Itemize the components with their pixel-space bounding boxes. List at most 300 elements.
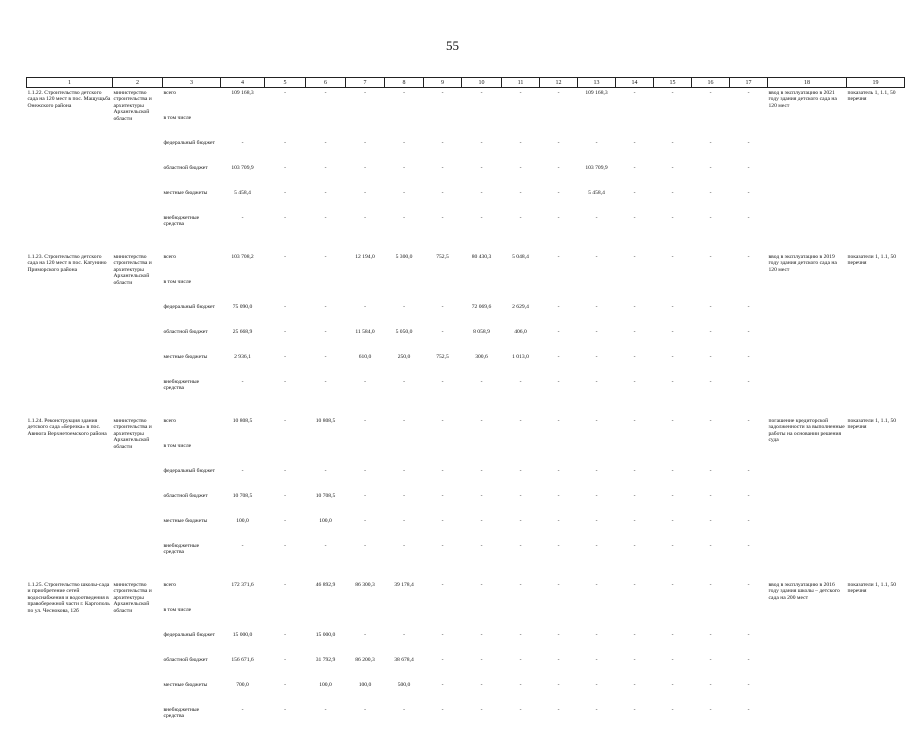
- amount-cell: 103 709,9: [578, 163, 616, 188]
- amount-cell: -: [502, 680, 540, 705]
- table-body: [27, 88, 905, 730]
- amount-cell: -: [578, 516, 616, 541]
- responsible-agency: министерство строительства и архитектуры Архангельской области: [113, 580, 163, 730]
- amount-cell: -: [578, 541, 616, 566]
- amount-cell: -: [424, 88, 462, 114]
- amount-cell: -: [616, 377, 654, 402]
- amount-cell: -: [616, 163, 654, 188]
- amount-cell: -: [540, 377, 578, 402]
- amount-cell: -: [462, 88, 502, 114]
- amount-cell: [424, 113, 462, 138]
- amount-cell: -: [265, 138, 306, 163]
- column-number: 13: [578, 78, 616, 88]
- amount-cell: -: [616, 88, 654, 114]
- amount-cell: 1 013,0: [502, 352, 540, 377]
- amount-cell: -: [462, 541, 502, 566]
- amount-cell: -: [692, 377, 730, 402]
- amount-cell: -: [654, 630, 692, 655]
- amount-cell: 39 178,4: [385, 580, 424, 605]
- amount-cell: -: [730, 580, 768, 605]
- amount-cell: -: [265, 252, 306, 277]
- amount-cell: [540, 605, 578, 630]
- amount-cell: -: [540, 163, 578, 188]
- measure-title: 1.1.22. Строительство детского сада на 120 мест в пос. Мащущьба Онежского района: [27, 88, 113, 239]
- amount-cell: -: [654, 302, 692, 327]
- amount-cell: -: [424, 213, 462, 238]
- amount-cell: -: [616, 252, 654, 277]
- amount-cell: -: [221, 541, 265, 566]
- funding-source: областной бюджет: [163, 163, 221, 188]
- amount-cell: 15 000,0: [221, 630, 265, 655]
- amount-cell: 100,0: [306, 516, 346, 541]
- amount-cell: -: [424, 138, 462, 163]
- amount-cell: [221, 605, 265, 630]
- target-indicators: показатели 1, 1.1, 50 перечня: [847, 580, 905, 730]
- funding-source: в том числе: [163, 277, 221, 302]
- amount-cell: -: [730, 680, 768, 705]
- amount-cell: -: [306, 327, 346, 352]
- amount-cell: -: [654, 466, 692, 491]
- amount-cell: -: [692, 163, 730, 188]
- amount-cell: -: [692, 416, 730, 441]
- funding-source: местные бюджеты: [163, 516, 221, 541]
- amount-cell: -: [692, 302, 730, 327]
- amount-cell: -: [424, 541, 462, 566]
- amount-cell: -: [692, 213, 730, 238]
- measure-title: 1.1.23. Строительство детского сада на 120 мест в пос. Катунино Приморского района: [27, 252, 113, 402]
- amount-cell: -: [502, 138, 540, 163]
- amount-cell: -: [540, 416, 578, 441]
- amount-cell: [502, 277, 540, 302]
- amount-cell: -: [578, 491, 616, 516]
- amount-cell: [578, 605, 616, 630]
- amount-cell: -: [385, 213, 424, 238]
- amount-cell: -: [616, 416, 654, 441]
- amount-cell: -: [578, 302, 616, 327]
- amount-cell: -: [578, 705, 616, 730]
- amount-cell: [616, 441, 654, 466]
- amount-cell: -: [616, 655, 654, 680]
- amount-cell: -: [578, 352, 616, 377]
- amount-cell: 100,0: [221, 516, 265, 541]
- funding-source: федеральный бюджет: [163, 630, 221, 655]
- page-number: 55: [0, 38, 905, 54]
- amount-cell: [265, 441, 306, 466]
- table-row: [27, 580, 905, 605]
- amount-cell: [265, 277, 306, 302]
- amount-cell: [346, 605, 385, 630]
- amount-cell: 75 090,0: [221, 302, 265, 327]
- amount-cell: -: [654, 252, 692, 277]
- amount-cell: -: [540, 188, 578, 213]
- amount-cell: -: [578, 680, 616, 705]
- amount-cell: [692, 441, 730, 466]
- amount-cell: -: [540, 541, 578, 566]
- amount-cell: 250,0: [385, 352, 424, 377]
- amount-cell: [692, 605, 730, 630]
- amount-cell: -: [306, 352, 346, 377]
- table-row: [27, 416, 905, 441]
- amount-cell: -: [265, 466, 306, 491]
- expected-result: погашение кредиторской задолженности за выполненные работы на основании решения суда: [768, 416, 847, 566]
- amount-cell: -: [424, 466, 462, 491]
- spacer-cell: [27, 238, 905, 252]
- funding-source: внебюджетные средства: [163, 377, 221, 402]
- amount-cell: -: [654, 516, 692, 541]
- amount-cell: -: [221, 138, 265, 163]
- amount-cell: -: [540, 352, 578, 377]
- amount-cell: -: [265, 213, 306, 238]
- amount-cell: -: [654, 377, 692, 402]
- column-number: 17: [730, 78, 768, 88]
- amount-cell: 610,0: [346, 352, 385, 377]
- amount-cell: -: [654, 416, 692, 441]
- responsible-agency: министерство строительства и архитектуры Архангельской области: [113, 416, 163, 566]
- measure-title: 1.1.25. Строительство школы-сада и приобретение сетей водоснабжения и водоотведения в правобережной части г. Каргополь по ул. Чеснокова, 12б: [27, 580, 113, 730]
- amount-cell: 752,5: [424, 352, 462, 377]
- responsible-agency: министерство строительства и архитектуры Архангельской области: [113, 88, 163, 239]
- amount-cell: -: [654, 327, 692, 352]
- amount-cell: -: [616, 352, 654, 377]
- amount-cell: 752,5: [424, 252, 462, 277]
- amount-cell: -: [502, 466, 540, 491]
- amount-cell: -: [730, 541, 768, 566]
- amount-cell: 80 430,3: [462, 252, 502, 277]
- amount-cell: -: [616, 541, 654, 566]
- amount-cell: [654, 605, 692, 630]
- amount-cell: -: [306, 377, 346, 402]
- amount-cell: -: [462, 491, 502, 516]
- amount-cell: -: [424, 655, 462, 680]
- amount-cell: -: [616, 516, 654, 541]
- amount-cell: -: [578, 213, 616, 238]
- funding-source: федеральный бюджет: [163, 466, 221, 491]
- amount-cell: -: [502, 655, 540, 680]
- amount-cell: -: [265, 327, 306, 352]
- amount-cell: [462, 605, 502, 630]
- amount-cell: -: [540, 252, 578, 277]
- amount-cell: -: [346, 491, 385, 516]
- amount-cell: -: [462, 213, 502, 238]
- amount-cell: -: [502, 491, 540, 516]
- amount-cell: -: [502, 580, 540, 605]
- amount-cell: -: [540, 302, 578, 327]
- amount-cell: 8 058,9: [462, 327, 502, 352]
- column-number-row: [27, 78, 905, 88]
- amount-cell: -: [654, 580, 692, 605]
- expected-result: ввод в эксплуатацию в 2019 году здания детского сада на 120 мест: [768, 252, 847, 402]
- amount-cell: -: [692, 541, 730, 566]
- amount-cell: -: [502, 188, 540, 213]
- amount-cell: -: [265, 541, 306, 566]
- amount-cell: -: [385, 138, 424, 163]
- amount-cell: -: [424, 188, 462, 213]
- column-number: 16: [692, 78, 730, 88]
- amount-cell: -: [540, 491, 578, 516]
- amount-cell: -: [502, 705, 540, 730]
- amount-cell: -: [578, 466, 616, 491]
- amount-cell: -: [730, 516, 768, 541]
- table-row: [27, 252, 905, 277]
- amount-cell: -: [306, 213, 346, 238]
- amount-cell: -: [221, 213, 265, 238]
- amount-cell: [502, 113, 540, 138]
- amount-cell: -: [462, 188, 502, 213]
- amount-cell: -: [221, 705, 265, 730]
- amount-cell: 10 808,5: [306, 416, 346, 441]
- amount-cell: -: [578, 252, 616, 277]
- amount-cell: -: [265, 630, 306, 655]
- amount-cell: -: [616, 302, 654, 327]
- amount-cell: 31 792,9: [306, 655, 346, 680]
- amount-cell: -: [502, 88, 540, 114]
- amount-cell: -: [692, 466, 730, 491]
- amount-cell: [306, 441, 346, 466]
- amount-cell: 11 584,0: [346, 327, 385, 352]
- amount-cell: 38 678,4: [385, 655, 424, 680]
- amount-cell: -: [346, 302, 385, 327]
- amount-cell: -: [540, 705, 578, 730]
- amount-cell: -: [692, 655, 730, 680]
- amount-cell: [502, 605, 540, 630]
- target-indicators: показатели 1, 1.1, 50 перечня: [847, 416, 905, 566]
- funding-source: местные бюджеты: [163, 352, 221, 377]
- amount-cell: -: [462, 680, 502, 705]
- column-number: 11: [502, 78, 540, 88]
- amount-cell: [462, 277, 502, 302]
- amount-cell: -: [578, 377, 616, 402]
- target-indicators: показатели 1, 1.1, 50 перечня: [847, 252, 905, 402]
- amount-cell: 100,0: [346, 680, 385, 705]
- amount-cell: -: [578, 630, 616, 655]
- amount-cell: [578, 441, 616, 466]
- amount-cell: -: [654, 491, 692, 516]
- amount-cell: -: [692, 252, 730, 277]
- amount-cell: -: [502, 516, 540, 541]
- amount-cell: -: [616, 138, 654, 163]
- amount-cell: [346, 113, 385, 138]
- amount-cell: -: [502, 377, 540, 402]
- expected-result: ввод в эксплуатацию в 2021 году здания детского сада на 120 мест: [768, 88, 847, 239]
- amount-cell: -: [221, 377, 265, 402]
- amount-cell: -: [540, 327, 578, 352]
- amount-cell: -: [654, 680, 692, 705]
- column-number: 1: [27, 78, 113, 88]
- amount-cell: -: [462, 138, 502, 163]
- amount-cell: -: [502, 630, 540, 655]
- amount-cell: -: [424, 302, 462, 327]
- amount-cell: -: [221, 466, 265, 491]
- amount-cell: -: [540, 138, 578, 163]
- amount-cell: [692, 113, 730, 138]
- amount-cell: [578, 113, 616, 138]
- amount-cell: -: [502, 163, 540, 188]
- amount-cell: -: [654, 188, 692, 213]
- amount-cell: 5 048,4: [502, 252, 540, 277]
- amount-cell: 109 168,3: [221, 88, 265, 114]
- amount-cell: -: [730, 188, 768, 213]
- amount-cell: -: [578, 655, 616, 680]
- amount-cell: -: [346, 466, 385, 491]
- amount-cell: 100,0: [306, 680, 346, 705]
- amount-cell: -: [616, 705, 654, 730]
- amount-cell: [306, 277, 346, 302]
- amount-cell: 500,0: [385, 680, 424, 705]
- column-number: 3: [163, 78, 221, 88]
- amount-cell: 2 936,1: [221, 352, 265, 377]
- amount-cell: -: [730, 252, 768, 277]
- column-number: 4: [221, 78, 265, 88]
- amount-cell: -: [385, 516, 424, 541]
- column-number: 18: [768, 78, 847, 88]
- amount-cell: -: [692, 630, 730, 655]
- amount-cell: -: [578, 580, 616, 605]
- amount-cell: -: [424, 163, 462, 188]
- amount-cell: [306, 113, 346, 138]
- amount-cell: -: [616, 580, 654, 605]
- amount-cell: 25 668,9: [221, 327, 265, 352]
- amount-cell: -: [730, 377, 768, 402]
- amount-cell: [221, 277, 265, 302]
- amount-cell: -: [730, 327, 768, 352]
- funding-source: местные бюджеты: [163, 188, 221, 213]
- amount-cell: -: [265, 705, 306, 730]
- amount-cell: [385, 441, 424, 466]
- amount-cell: 10 708,5: [221, 491, 265, 516]
- amount-cell: -: [424, 491, 462, 516]
- amount-cell: -: [730, 88, 768, 114]
- amount-cell: [616, 605, 654, 630]
- amount-cell: -: [462, 580, 502, 605]
- amount-cell: -: [346, 188, 385, 213]
- funding-source: местные бюджеты: [163, 680, 221, 705]
- amount-cell: -: [346, 377, 385, 402]
- amount-cell: -: [346, 705, 385, 730]
- amount-cell: -: [654, 163, 692, 188]
- amount-cell: -: [306, 188, 346, 213]
- amount-cell: -: [730, 163, 768, 188]
- amount-cell: -: [265, 680, 306, 705]
- amount-cell: -: [346, 138, 385, 163]
- amount-cell: -: [730, 705, 768, 730]
- amount-cell: -: [265, 516, 306, 541]
- amount-cell: -: [306, 88, 346, 114]
- amount-cell: [578, 277, 616, 302]
- amount-cell: -: [578, 327, 616, 352]
- amount-cell: [462, 441, 502, 466]
- amount-cell: -: [654, 88, 692, 114]
- amount-cell: 109 168,3: [578, 88, 616, 114]
- amount-cell: [654, 441, 692, 466]
- amount-cell: 5 050,0: [385, 327, 424, 352]
- amount-cell: [540, 113, 578, 138]
- amount-cell: -: [540, 680, 578, 705]
- amount-cell: -: [385, 88, 424, 114]
- funding-source: всего: [163, 252, 221, 277]
- amount-cell: -: [462, 416, 502, 441]
- amount-cell: -: [424, 705, 462, 730]
- amount-cell: [424, 277, 462, 302]
- amount-cell: -: [306, 466, 346, 491]
- amount-cell: [385, 605, 424, 630]
- amount-cell: 72 069,6: [462, 302, 502, 327]
- amount-cell: -: [385, 466, 424, 491]
- amount-cell: [424, 605, 462, 630]
- column-number: 7: [346, 78, 385, 88]
- amount-cell: -: [502, 541, 540, 566]
- amount-cell: [306, 605, 346, 630]
- amount-cell: -: [502, 213, 540, 238]
- amount-cell: -: [306, 252, 346, 277]
- funding-source: всего: [163, 580, 221, 605]
- amount-cell: -: [265, 188, 306, 213]
- amount-cell: [730, 277, 768, 302]
- amount-cell: -: [424, 516, 462, 541]
- block-spacer: [27, 402, 905, 416]
- column-number: 9: [424, 78, 462, 88]
- amount-cell: -: [385, 491, 424, 516]
- block-spacer: [27, 566, 905, 580]
- amount-cell: -: [578, 416, 616, 441]
- amount-cell: 2 629,4: [502, 302, 540, 327]
- amount-cell: [385, 113, 424, 138]
- amount-cell: [385, 277, 424, 302]
- amount-cell: -: [654, 655, 692, 680]
- amount-cell: -: [462, 655, 502, 680]
- amount-cell: 103 708,2: [221, 252, 265, 277]
- responsible-agency: министерство строительства и архитектуры Архангельской области: [113, 252, 163, 402]
- amount-cell: -: [540, 630, 578, 655]
- funding-source: внебюджетные средства: [163, 705, 221, 730]
- amount-cell: -: [692, 138, 730, 163]
- amount-cell: -: [346, 541, 385, 566]
- amount-cell: -: [424, 327, 462, 352]
- amount-cell: -: [692, 705, 730, 730]
- amount-cell: [540, 277, 578, 302]
- table-row: [27, 88, 905, 114]
- amount-cell: -: [306, 705, 346, 730]
- amount-cell: -: [346, 213, 385, 238]
- column-number: 6: [306, 78, 346, 88]
- amount-cell: -: [462, 630, 502, 655]
- column-number: 10: [462, 78, 502, 88]
- amount-cell: -: [265, 580, 306, 605]
- amount-cell: -: [730, 352, 768, 377]
- amount-cell: -: [462, 705, 502, 730]
- amount-cell: -: [730, 655, 768, 680]
- amount-cell: -: [385, 377, 424, 402]
- amount-cell: -: [730, 302, 768, 327]
- amount-cell: [654, 113, 692, 138]
- amount-cell: [424, 441, 462, 466]
- amount-cell: -: [616, 213, 654, 238]
- funding-source: в том числе: [163, 113, 221, 138]
- amount-cell: -: [385, 630, 424, 655]
- amount-cell: 5 458,4: [578, 188, 616, 213]
- amount-cell: -: [424, 377, 462, 402]
- column-number: 12: [540, 78, 578, 88]
- spacer-cell: [27, 402, 905, 416]
- amount-cell: -: [730, 491, 768, 516]
- amount-cell: -: [265, 416, 306, 441]
- funding-source: федеральный бюджет: [163, 302, 221, 327]
- amount-cell: 300,6: [462, 352, 502, 377]
- amount-cell: -: [616, 491, 654, 516]
- amount-cell: -: [462, 516, 502, 541]
- amount-cell: -: [265, 377, 306, 402]
- spacer-cell: [27, 566, 905, 580]
- expected-result: ввод в эксплуатацию в 2016 году здания школы – детского сада на 200 мест: [768, 580, 847, 730]
